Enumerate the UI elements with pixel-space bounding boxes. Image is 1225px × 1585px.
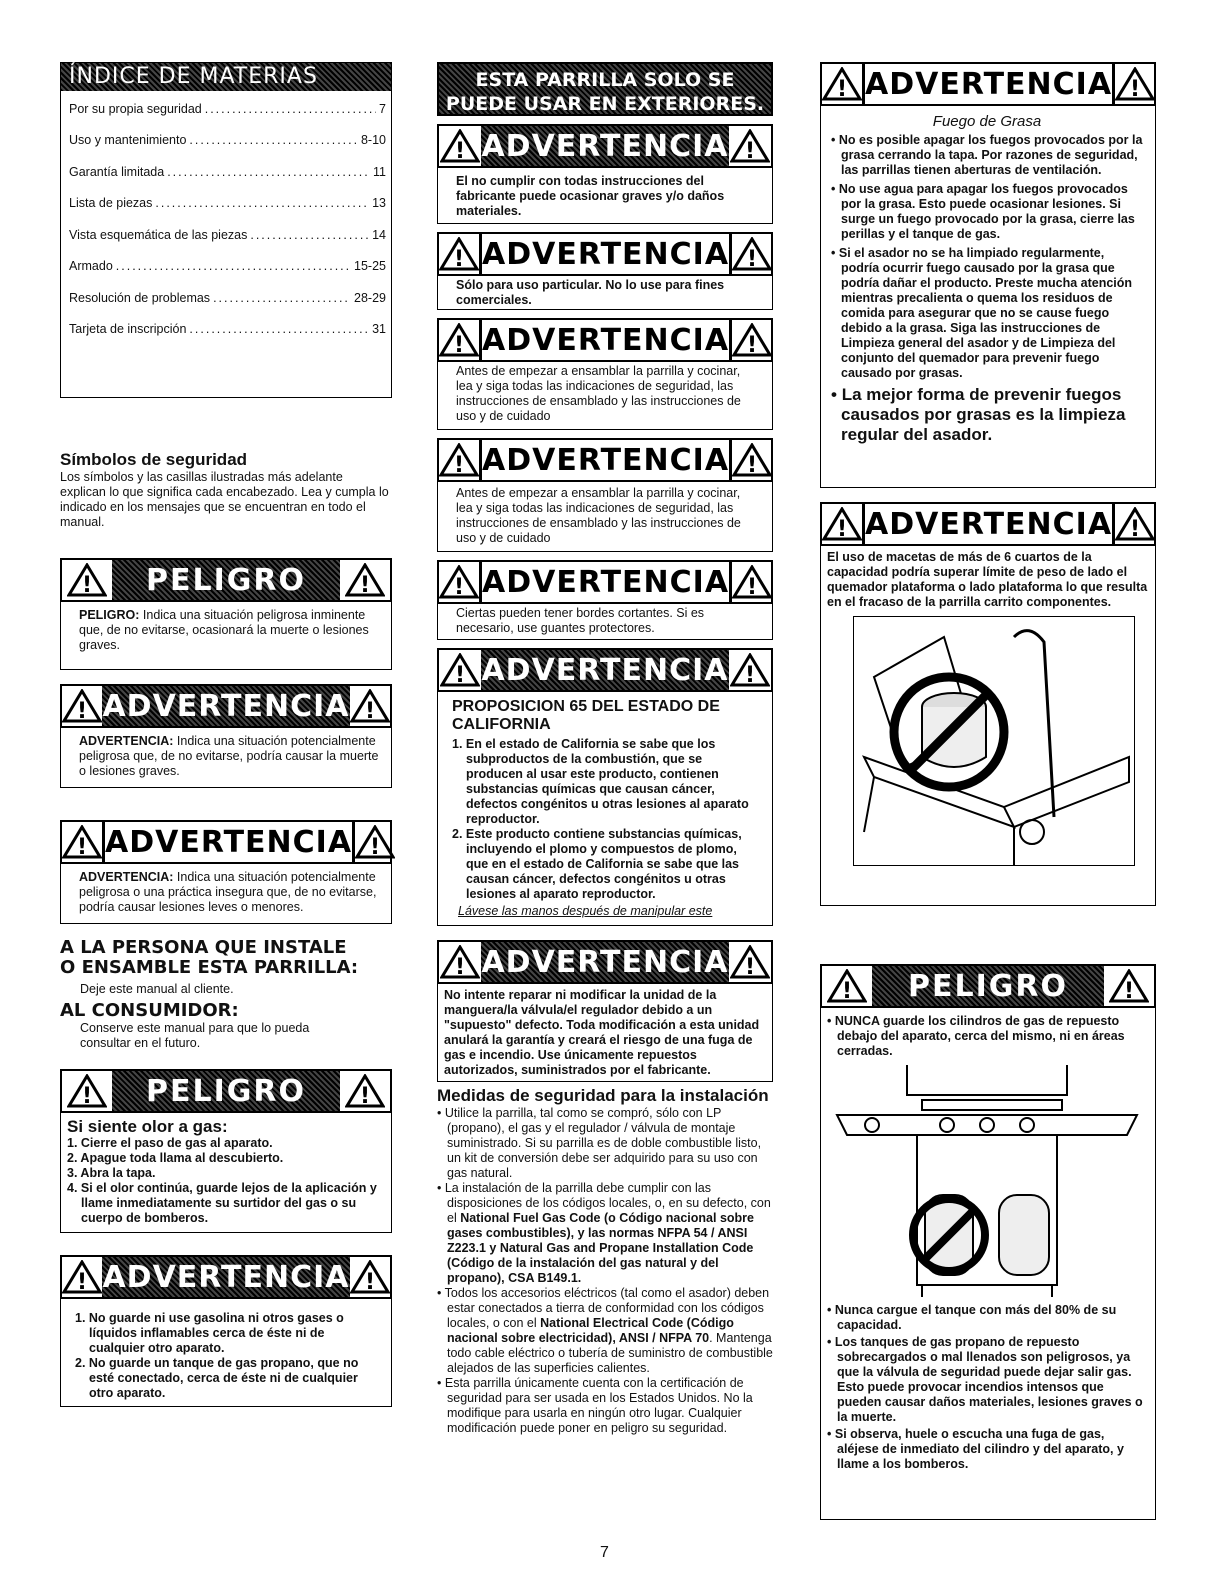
warning-triangle-icon [62,822,102,862]
warning-triangle-icon [439,562,479,602]
list-item: 1. No guarde ni use gasolina ni otros gases o líquidos inflamables cerca de éste ni de cualquier otro aparato. [75,1311,344,1355]
list-item: • No use agua para apagar los fuegos provocados por la grasa. Esto puede ocasionar lesiones. Si surge un fuego provocado por la grasa, cierre las perillas y el tanque de gas. [831,182,1143,242]
toc-row[interactable]: Armado ..... 15-25 [61,251,391,283]
advertencia-banner [437,648,773,692]
svg-text:!: ! [453,575,465,599]
toc-row[interactable]: Garantía limitada ..... 11 [61,156,391,188]
peligro-banner [60,558,392,602]
advertencia-banner [820,502,1156,546]
list-item: 1. Cierre el paso de gas al aparato. [67,1136,273,1150]
warning-triangle-icon [340,560,390,600]
grease-tip: • La mejor forma de prevenir fuegos causados por grasas es la limpieza regular del asador. [831,385,1126,444]
warning-no-modify: ! ADVERTENCIA ! No intente reparar ni modificar la unidad de la manguera/la válvula/el regulador debido a un "supuesto" defecto. Toda modificación a esta unidad anulará la garantía y creará el riesgo de una fuga de gas e incendio. Use únicamente repuestos autorizados, suministrados por el fabricante. [437,940,773,1082]
grill-cylinders-illustration [827,1065,1149,1297]
list-item: • Todos los accesorios eléctricos (tal como el asador) deben estar conectados a tierra de conformidad con los códigos locales, o con el National Electrical Code (Código nacional sobre electricidad), ANSI / NFPA 70. Mantenga todo cable eléctrico o tubería de suministro de combustible alejados de las superficies calientes. [437,1286,773,1376]
peligro-word: PELIGRO [112,1071,340,1111]
warning-triangle-icon [822,64,862,104]
warning-sharp-edges: ! ADVERTENCIA ! Ciertas pueden tener bordes cortantes. Si es necesario, use guantes protectores. [437,560,773,640]
warning-triangle-icon [62,1071,112,1111]
warning-triangle-icon [340,1071,390,1111]
toc-row[interactable]: Por su propia seguridad ..... 7 [61,93,391,125]
toc-row[interactable]: Vista esquemática de las piezas ..... 14 [61,219,391,251]
svg-text:!: ! [81,1084,93,1108]
svg-text:!: ! [744,955,755,979]
advertencia-word: ADVERTENCIA [102,686,349,726]
danger-spare-cylinders [820,964,1156,1520]
advertencia-word: ADVERTENCIA [481,126,728,166]
warning-triangle-icon [62,1257,102,1297]
warning-triangle-icon [729,650,771,690]
warning-triangle-icon [822,966,872,1006]
svg-text:!: ! [747,453,758,477]
toc-title: ÍNDICE DE MATERIAS [61,63,391,91]
advertencia-banner [437,438,773,482]
warning-triangle-icon [439,320,479,360]
list-item: • Nunca cargue el tanque con más del 80% de su capacidad. [827,1303,1149,1333]
list-item: • No es posible apagar los fuegos provocados por la grasa cerrando la tapa. Por razones de seguridad, las parrillas tienen aberturas de ventilación. [831,133,1143,178]
table-of-contents [60,62,392,398]
svg-text:!: ! [455,663,466,687]
warning-triangle-icon [732,440,772,480]
warning-triangle-icon [62,560,112,600]
outdoor-only-banner: ESTA PARRILLA SOLO SE PUEDE USAR EN EXTERIORES. [437,62,773,116]
toc-row[interactable]: Lista de piezas ..... 13 [61,188,391,220]
warning-triangle-icon [355,822,395,862]
pot-warning-text: El uso de macetas de más de 6 cuartos de la capacidad podría superar límite de peso de lado el quemador plataforma o lado plataforma lo que resulta en el fracaso de la parrilla carrito componentes. [827,550,1148,609]
warning-triangle-icon [822,504,862,544]
svg-text:!: ! [370,835,381,859]
list-item: • Utilice la parrilla, tal como se compró, sólo con LP (propano), el gas y el regulador / válvula de montaje suministrado. Si su parrilla es de doble combustible listo, un kit de conversión debe ser adquirido para su uso con gas natural. [437,1106,773,1181]
list-item: 2. Apague toda llama al descubierto. [67,1151,284,1165]
installer-title: A LA PERSONA QUE INSTALE O ENSAMBLE ESTA PARRILLA: [60,937,359,978]
toc-row[interactable]: Resolución de problemas ..... 28-29 [61,282,391,314]
warning-triangle-icon [439,650,481,690]
warning-triangle-icon [439,440,479,480]
warning-triangle-icon [1115,64,1155,104]
grease-fire-title: Fuego de Grasa [932,113,1042,130]
warning-triangle-icon [439,942,481,982]
side-burner-pot-image [854,617,1134,865]
peligro-word: PELIGRO [112,560,340,600]
advertencia-word: ADVERTENCIA [102,822,355,862]
svg-text:!: ! [1130,77,1141,101]
svg-text:!: ! [359,1084,371,1108]
svg-text:!: ! [453,333,465,357]
svg-text:!: ! [836,517,848,541]
advertencia-word: ADVERTENCIA [481,942,728,982]
warning-triangle-icon [350,1257,390,1297]
svg-text:!: ! [77,1270,88,1294]
svg-text:!: ! [836,77,848,101]
svg-text:!: ! [744,663,755,687]
list-item: 1. En el estado de California se sabe que los subproductos de la combustión, que se producen al usar este producto, contienen substancias químicas que causan cáncer, defectos congénitos u otras lesiones al aparato reproductor. [452,737,749,826]
svg-text:!: ! [455,955,466,979]
svg-text:!: ! [453,247,465,271]
svg-text:!: ! [744,139,755,163]
svg-text:!: ! [747,333,758,357]
warning-pot-weight [820,502,1156,906]
advertencia-word: ADVERTENCIA [479,234,732,274]
advertencia-definition-1: ! ADVERTENCIA ! ADVERTENCIA: Indica una situación potencialmente peligrosa que, de no evitarse, podría causar la muerte o lesiones graves. [60,684,392,788]
page-number: 7 [600,1544,609,1561]
warning-triangle-icon [439,234,479,274]
gas-smell-title: Si siente olor a gas: [67,1117,228,1136]
warning-triangle-icon [1104,966,1154,1006]
list-item: • Los tanques de gas propano de repuesto sobrecargados o mal llenados son peligrosos, ya que la válvula de seguridad puede dejar salir gas. Esto puede provocar incendios intensos que pueden causar daños materiales, lesiones graves o la muerte. [827,1335,1149,1425]
advertencia-word: ADVERTENCIA [862,504,1115,544]
svg-text:!: ! [455,139,466,163]
list-item: • La instalación de la parrilla debe cumplir con las disposiciones de los códigos locales, o, en su defecto, con el National Fuel Gas Code (o Código nacional sobre gases combustibles), y las normas NFPA 54 / ANSI Z223.1 y Natural Gas and Propane Installation Code (Código de la instalación del gas natural y del propano), CSA B149.1. [437,1181,773,1286]
warning-triangle-icon [732,562,772,602]
advertencia-banner [437,318,773,362]
toc-row[interactable]: Tarjeta de inscripción ..... 31 [61,314,391,346]
list-item: • Si el asador no se ha limpiado regularmente, podría ocurrir fuego causado por la grasa que podría dañar el producto. Preste mucha atención mientras precalienta o quema los residuos de comida para asegurar que no se cause fuego debido a la grasa. Siga las instrucciones de Limpieza general del asador y de Limpieza del conjunto del quemador para prevenir fuego causado por grasas. [831,246,1143,381]
advertencia-banner [820,62,1156,106]
warning-read-instructions-2: ! ADVERTENCIA ! Antes de empezar a ensamblar la parrilla y cocinar, lea y siga todas las indicaciones de seguridad, las instrucciones de ensamblado y las instrucciones de uso y de cuidado [437,438,773,552]
consumer-title: AL CONSUMIDOR: [60,1000,239,1021]
prop65-footer: Lávese las manos después de manipular este [458,904,713,918]
advertencia-word: ADVERTENCIA [102,1257,349,1297]
advertencia-word: ADVERTENCIA [479,320,732,360]
peligro-word: PELIGRO [872,966,1104,1006]
warning-household: ! ADVERTENCIA ! Sólo para uso particular. No lo use para fines comerciales. [437,232,773,310]
peligro-banner [60,1069,392,1113]
advertencia-banner [437,940,773,984]
list-item: 3. Abra la tapa. [67,1166,156,1180]
svg-text:!: ! [453,453,465,477]
gas-smell-danger [60,1069,392,1233]
svg-text:!: ! [77,699,88,723]
warning-prop65 [437,648,773,926]
symbols-text: Los símbolos y las casillas ilustradas más adelante explican lo que significa cada encabezado. Lea y cumpla lo indicado en los mensajes que se encuentran en todo el manual. [60,470,389,529]
side-burner-illustration [853,616,1135,866]
list-item: • Esta parrilla únicamente cuenta con la certificación de seguridad para ser usada en los Estados Unidos. No la modifique para usarla en ningún otro lugar. Cualquier modificación puede poner en peligro su seguridad. [437,1376,773,1436]
svg-text:!: ! [747,247,758,271]
advertencia-banner [60,820,392,864]
svg-text:!: ! [747,575,758,599]
list-item: 2. No guarde un tanque de gas propano, que no esté conectado, cerca de éste ni de cualquier otro aparato. [75,1356,359,1400]
list-item: • Si observa, huele o escucha una fuga de gas, aléjese de inmediato del cilindro y del aparato, y llame a los bomberos. [827,1427,1149,1472]
advertencia-word: ADVERTENCIA [481,650,728,690]
advertencia-word: ADVERTENCIA [862,64,1115,104]
advertencia-banner [437,232,773,276]
column-left [60,62,392,1407]
warning-instructions: ! ADVERTENCIA ! El no cumplir con todas instrucciones del fabricante puede ocasionar graves y/o daños materiales. [437,124,773,224]
peligro-definition: ! PELIGRO ! PELIGRO: Indica una situación peligrosa inminente que, de no evitarse, ocasionará la muerte o lesiones graves. [60,558,392,670]
svg-text:!: ! [359,573,371,597]
column-middle [437,62,773,1436]
warning-triangle-icon [350,686,390,726]
svg-text:!: ! [1123,979,1135,1003]
installation-title: Medidas de seguridad para la instalación [437,1086,769,1105]
warning-triangle-icon [732,234,772,274]
gasoline-warning [60,1255,392,1407]
svg-text:!: ! [81,573,93,597]
warning-triangle-icon [732,320,772,360]
column-right [820,62,1156,1520]
advertencia-word: ADVERTENCIA [479,440,732,480]
cylinder-danger-top: • NUNCA guarde los cilindros de gas de repuesto debajo del aparato, cerca del mismo, ni en áreas cerradas. [827,1014,1125,1058]
svg-text:!: ! [364,1270,375,1294]
toc-row[interactable]: Uso y mantenimiento ..... 8-10 [61,125,391,157]
svg-text:!: ! [76,835,88,859]
advertencia-banner [60,684,392,728]
list-item: 2. Este producto contiene substancias químicas, incluyendo el plomo y compuestos de plomo, que en el estado de California se sabe que las causan cáncer, defectos congénitos u otras lesiones al aparato reproductor. [452,827,742,901]
svg-text:!: ! [841,979,853,1003]
advertencia-banner [437,124,773,168]
warning-triangle-icon [729,942,771,982]
installer-text: Deje este manual al cliente. [80,982,234,996]
list-item: 4. Si el olor continúa, guarde lejos de la aplicación y llame inmediatamente su surtidor del gas o su cuerpo de bomberos. [67,1181,377,1225]
warning-grease-fire [820,62,1156,488]
warning-triangle-icon [729,126,771,166]
warning-triangle-icon [439,126,481,166]
warning-triangle-icon [62,686,102,726]
warning-read-instructions-1: ! ADVERTENCIA ! Antes de empezar a ensamblar la parrilla y cocinar, lea y siga todas las indicaciones de seguridad, las instrucciones de ensamblado y las instrucciones de uso y de cuidado [437,318,773,430]
advertencia-definition-2: ! ADVERTENCIA ! ADVERTENCIA: Indica una situación potencialmente peligrosa o una práctica insegura que, de no evitarse, podría causar lesiones leves o menores. [60,820,392,924]
advertencia-banner [60,1255,392,1299]
prop65-title: PROPOSICION 65 DEL ESTADO DE CALIFORNIA [452,698,720,733]
warning-triangle-icon [1115,504,1155,544]
symbols-title: Símbolos de seguridad [60,450,248,469]
grill-cylinders-image [827,1065,1147,1297]
svg-text:!: ! [364,699,375,723]
peligro-banner [820,964,1156,1008]
advertencia-word: ADVERTENCIA [479,562,732,602]
consumer-text: Conserve este manual para que lo pueda consultar en el futuro. [80,1021,310,1050]
advertencia-banner [437,560,773,604]
svg-text:!: ! [1130,517,1141,541]
